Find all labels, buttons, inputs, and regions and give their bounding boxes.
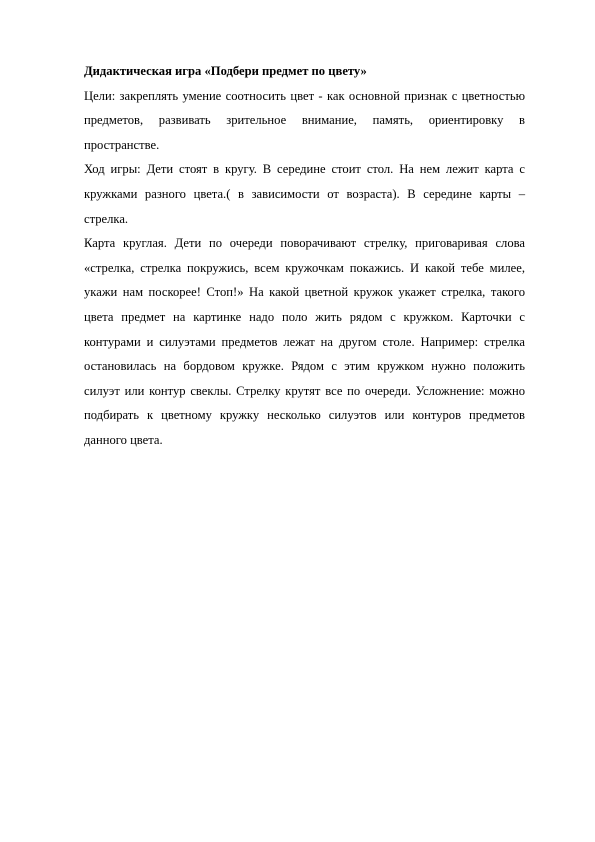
goals-paragraph: Цели: закреплять умение соотносить цвет - как основной признак с цветностью предметов, развивать зрительное внимание, память, ориентировку в пространстве. bbox=[84, 88, 525, 152]
document-body bbox=[84, 59, 525, 453]
document-title: Дидактическая игра «Подбери предмет по цвету» bbox=[84, 64, 367, 78]
game-rules-paragraph: Карта круглая. Дети по очереди поворачивают стрелку, приговаривая слова «стрелка, стрелка покружись, всем кружочкам покажись. И какой тебе милее, укажи нам поскорее! Стоп!» На какой цветной кружок укажет стрелка, такого цвета предмет на картинке надо поло жить рядом с кружком. Карточки с контурами и силуэтами предметов лежат на другом столе. Например: стрелка остановилась на бордовом кружке. Рядом с этим кружком нужно положить силуэт или контур свеклы. Стрелку крутят все по очереди. Усложнение: можно подбирать к цветному кружку несколько силуэтов или контуров предметов данного цвета. bbox=[84, 236, 525, 447]
game-procedure-paragraph: Ход игры: Дети стоят в кругу. В середине стоит стол. На нем лежит карта с кружками разного цвета.( в зависимости от возраста). В середине карты – стрелка. bbox=[84, 162, 525, 226]
